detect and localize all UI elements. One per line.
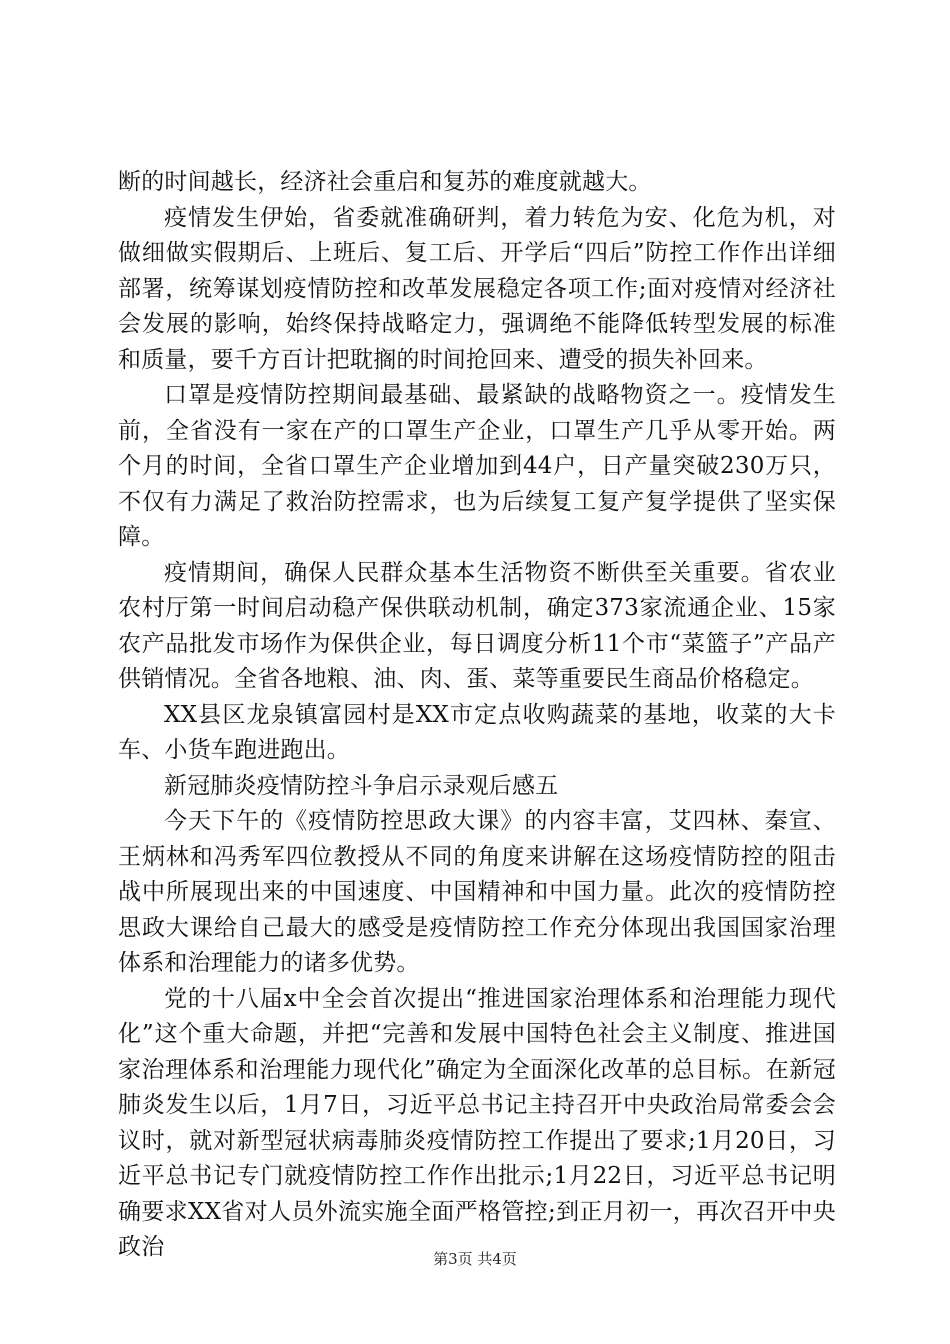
paragraph-lecture-review: 今天下午的《疫情防控思政大课》的内容丰富，艾四林、秦宣、王炳林和冯秀军四位教授从不同的角度来讲解在这场疫情防控的阻击战中所展现出来的中国速度、中国精神和中国力量。此次的疫情防控思政大课给自己最大的感受是疫情防控工作充分体现出我国国家治理体系和治理能力的诸多优势。	[118, 808, 836, 976]
paragraph-continuation: 断的时间越长，经济社会重启和复苏的难度就越大。	[118, 169, 652, 195]
paragraph-provincial-response: 疫情发生伊始，省委就准确研判，着力转危为安、化危为机，对做细做实假期后、上班后、复工后、开学后“四后”防控工作作出详细部署，统筹谋划疫情防控和改革发展稳定各项工作;面对疫情对经济社会发展的影响，始终保持战略定力，强调绝不能降低转型发展的标准和质量，要千方百计把耽搁的时间抢回来、遭受的损失补回来。	[118, 204, 836, 373]
paragraph-governance: 党的十八届x中全会首次提出“推进国家治理体系和治理能力现代化”这个重大命题，并把“完善和发展中国特色社会主义制度、推进国家治理体系和治理能力现代化”确定为全面深化改革的总目标。在新冠肺炎发生以后，1月7日，习近平总书记主持召开中央政治局常委会会议时，就对新型冠状病毒肺炎疫情防控工作提出了要求;1月20日，习近平总书记专门就疫情防控工作作出批示;1月22日，习近平总书记明确要求XX省对人员外流实施全面严格管控;到正月初一，再次召开中央政治	[118, 985, 836, 1260]
paragraph-mask-production: 口罩是疫情防控期间最基础、最紧缺的战略物资之一。疫情发生前，全省没有一家在产的口罩生产企业，口罩生产几乎从零开始。两个月的时间，全省口罩生产企业增加到44户，日产量突破230万只，不仅有力满足了救治防控需求，也为后续复工复产复学提供了坚实保障。	[118, 382, 836, 550]
section-heading: 新冠肺炎疫情防控斗争启示录观后感五	[164, 772, 559, 799]
page-number-footer: 第3页 共4页	[433, 1250, 517, 1268]
document-body	[118, 165, 836, 1266]
paragraph-village-base: XX县区龙泉镇富园村是XX市定点收购蔬菜的基地，收菜的大卡车、小货车跑进跑出。	[118, 701, 836, 763]
paragraph-supply-assurance: 疫情期间，确保人民群众基本生活物资不断供至关重要。省农业农村厅第一时间启动稳产保供联动机制，确定373家流通企业、15家农产品批发市场作为保供企业，每日调度分析11个市“菜篮子”产品产供销情况。全省各地粮、油、肉、蛋、菜等重要民生商品价格稳定。	[118, 559, 836, 692]
